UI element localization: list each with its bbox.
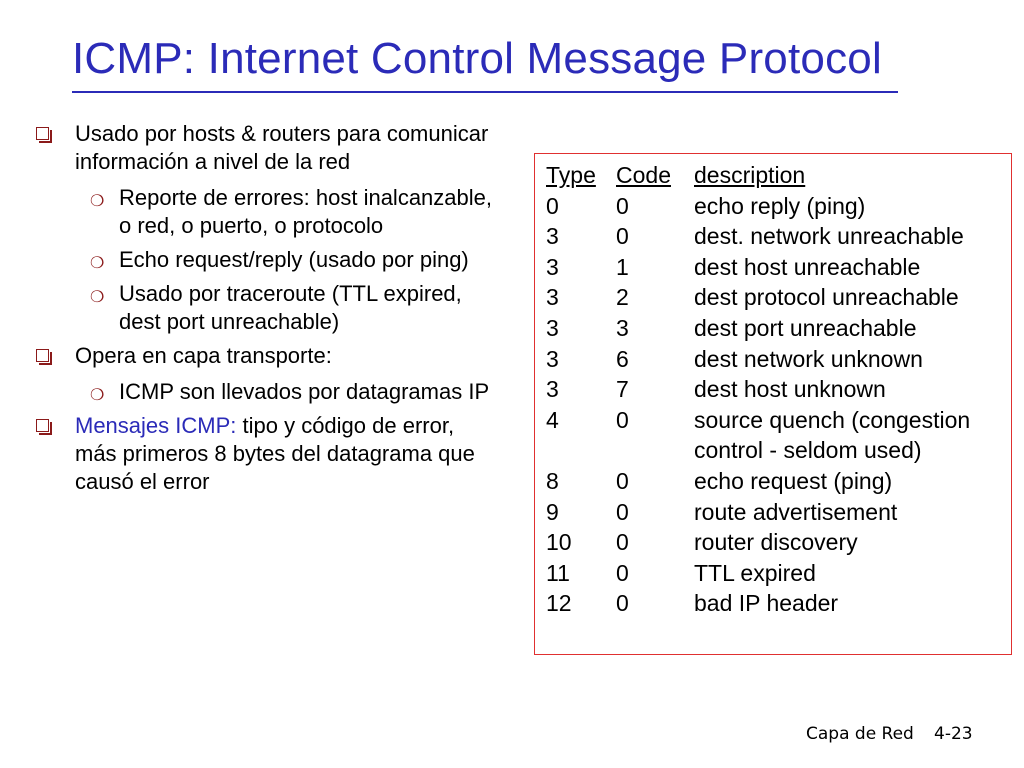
cell-type: 10 xyxy=(546,529,572,556)
circle-bullet-icon: ❍ xyxy=(90,287,105,306)
square-bullet-icon xyxy=(36,349,49,362)
cell-code: 0 xyxy=(616,559,629,586)
cell-type: 3 xyxy=(546,314,559,341)
cell-description: echo request (ping) xyxy=(694,467,893,494)
cell-code: 3 xyxy=(616,314,629,341)
cell-type: 3 xyxy=(546,345,559,372)
header-description: description xyxy=(694,162,806,188)
bullet-text: Usado por hosts & routers para comunicar información a nivel de la red xyxy=(75,121,489,174)
cell-description: dest host unknown xyxy=(694,376,886,403)
footer-page-number: 4-23 xyxy=(934,724,973,744)
sub-bullet-text: Usado por traceroute (TTL expired, dest port unreachable) xyxy=(119,281,462,334)
bullet-item xyxy=(30,412,500,496)
cell-type: 4 xyxy=(546,406,559,433)
cell-description: echo reply (ping) xyxy=(694,192,866,219)
footer-chapter-label: Capa de Red xyxy=(806,724,914,744)
cell-description: TTL expired xyxy=(694,559,816,586)
sub-bullet-text: Echo request/reply (usado por ping) xyxy=(119,247,469,272)
header-type: Type xyxy=(546,162,596,188)
cell-code: 2 xyxy=(616,284,629,311)
bullet-text: Opera en capa transporte: xyxy=(75,343,332,368)
square-bullet-icon xyxy=(36,419,49,432)
sub-bullet-text: Reporte de errores: host inalcanzable, o red, o puerto, o protocolo xyxy=(119,185,492,238)
cell-type: 3 xyxy=(546,376,559,403)
cell-code: 0 xyxy=(616,467,629,494)
circle-bullet-icon: ❍ xyxy=(90,191,105,210)
header-code: Code xyxy=(616,162,671,188)
cell-type: 0 xyxy=(546,192,559,219)
bullet-text-highlight: Mensajes ICMP: xyxy=(75,413,237,438)
cell-description: bad IP header xyxy=(694,590,839,617)
bullet-item xyxy=(30,342,500,370)
cell-description: router discovery xyxy=(694,529,858,556)
cell-description: dest host unreachable xyxy=(694,253,921,280)
cell-code: 7 xyxy=(616,376,629,403)
sub-bullet-item xyxy=(30,280,500,336)
cell-type: 9 xyxy=(546,498,559,525)
cell-description: source quench (congestion xyxy=(694,406,971,433)
slide-title: ICMP: Internet Control Message Protocol xyxy=(72,34,882,83)
sub-bullet-item xyxy=(30,246,500,274)
cell-description: dest network unknown xyxy=(694,345,923,372)
cell-description: control - seldom used) xyxy=(694,437,922,464)
sub-bullet-text: ICMP son llevados por datagramas IP xyxy=(119,379,490,404)
sub-bullet-item xyxy=(30,184,500,240)
cell-type: 3 xyxy=(546,253,559,280)
cell-code: 0 xyxy=(616,223,629,250)
cell-code: 0 xyxy=(616,192,629,219)
cell-type: 3 xyxy=(546,223,559,250)
cell-type: 3 xyxy=(546,284,559,311)
sub-bullet-item xyxy=(30,378,500,406)
cell-code: 1 xyxy=(616,253,629,280)
title-underline xyxy=(72,91,898,93)
cell-code: 6 xyxy=(616,345,629,372)
circle-bullet-icon: ❍ xyxy=(90,385,105,404)
cell-code: 0 xyxy=(616,590,629,617)
cell-code: 0 xyxy=(616,529,629,556)
cell-code: 0 xyxy=(616,498,629,525)
bullet-text: tipo y código de error, más primeros 8 bytes del datagrama que causó el error xyxy=(75,413,475,494)
bullet-item xyxy=(30,120,500,176)
cell-description: dest protocol unreachable xyxy=(694,284,959,311)
cell-type: 12 xyxy=(546,590,572,617)
cell-description: dest. network unreachable xyxy=(694,223,964,250)
cell-type: 8 xyxy=(546,467,559,494)
cell-description: dest port unreachable xyxy=(694,314,917,341)
cell-description: route advertisement xyxy=(694,498,898,525)
cell-code: 0 xyxy=(616,406,629,433)
bullet-list xyxy=(30,120,500,504)
square-bullet-icon xyxy=(36,127,49,140)
cell-type: 11 xyxy=(546,559,570,586)
circle-bullet-icon: ❍ xyxy=(90,253,105,272)
